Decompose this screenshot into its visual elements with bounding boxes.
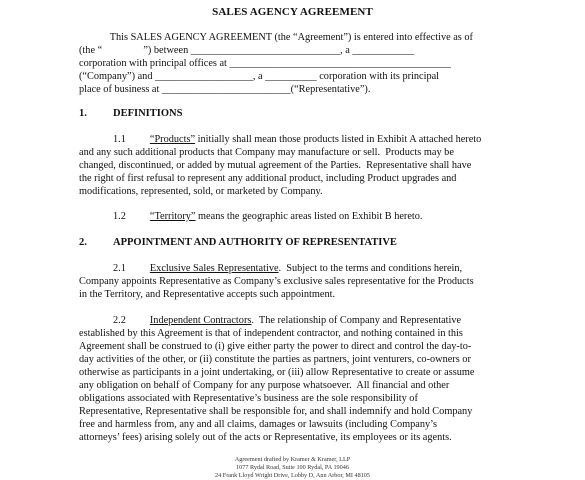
- clause-line: otherwise as participants in a joint undertaking, or (iii) allow Representative to create or assume: [79, 367, 475, 378]
- footer-line: 24 Frank Lloyd Wright Drive, Lobby D, Ann Arbor, MI 48105: [215, 472, 370, 479]
- section-heading-appointment: [79, 237, 397, 248]
- clause-line: Agreement shall be construed to (i) give either party the power to direct and control the day-to-: [79, 341, 472, 352]
- clause-line: in the Territory, and Representative accepts such appointment.: [79, 289, 336, 300]
- clause-line: free and harmless from, any and all claims, damages or lawsuits (including Company’s: [79, 419, 438, 430]
- clause-line: changed, discontinued, or added by mutual agreement of the Parties. Representative shall have: [79, 160, 472, 171]
- clause-line: the right of first refusal to represent any additional product, including Product upgrades and: [79, 173, 457, 184]
- clause-number: 1.2: [113, 211, 126, 222]
- intro-line: (the “ ”) between _____________________________, a ____________: [79, 45, 415, 56]
- defined-term: “Territory”: [149, 211, 196, 222]
- clause-heading: Exclusive Sales Representative: [149, 263, 279, 274]
- clause-line: any obligation on behalf of Company for any purpose whatsoever. All financial and other: [79, 380, 450, 391]
- clause-line: established by this Agreement is that of independent contractor, and nothing contained in this: [79, 328, 463, 339]
- intro-line: (“Company”) and ___________________, a __________ corporation with its principal: [79, 71, 440, 82]
- clause-number: 1.1: [113, 134, 126, 145]
- clause-1-1-first-line: [79, 134, 510, 146]
- section-title: APPOINTMENT AND AUTHORITY OF REPRESENTATIVE: [113, 237, 397, 248]
- intro-line: This SALES AGENCY AGREEMENT (the “Agreement”) is entered into effective as of: [79, 32, 473, 43]
- clause-text: means the geographic areas listed on Exhibit B hereto.: [195, 211, 423, 222]
- clause-line: Company appoints Representative as Company’s exclusive sales representative for the Products: [79, 276, 474, 287]
- clause-2-2-first-line: [79, 315, 510, 327]
- section-number: 1.: [79, 108, 87, 119]
- intro-line: place of business at _________________________(“Representative”).: [79, 84, 371, 95]
- section-heading-definitions: [79, 108, 182, 119]
- document-title: SALES AGENCY AGREEMENT: [212, 6, 373, 18]
- clause-text: initially shall mean those products listed in Exhibit A attached hereto: [195, 134, 482, 145]
- clause-line: attorneys’ fees) arising solely out of the acts or Representative, its employees or its agents.: [79, 432, 452, 443]
- clause-number: 2.2: [113, 315, 126, 326]
- clause-2-1-first-line: [79, 263, 510, 275]
- clause-heading: Independent Contractors: [149, 315, 252, 326]
- clause-line: day activities of the other, or (ii) constitute the parties as partners, joint venturers, co-owners or: [79, 354, 471, 365]
- footer-line: Agreement drafted by Kramer & Kramer, LLP: [234, 456, 351, 463]
- clause-line: modifications, represented, sold, or marketed by Company.: [79, 186, 323, 197]
- clause-number: 2.1: [113, 263, 126, 274]
- footer-line: 1077 Rydal Road, Suite 100 Rydal, PA 19046: [236, 464, 349, 471]
- section-number: 2.: [79, 237, 87, 248]
- clause-line: obligations associated with Representative’s business are the sole responsibility of: [79, 393, 418, 404]
- clause-text: . The relationship of Company and Representative: [251, 315, 462, 326]
- clause-1-2-line: [79, 211, 510, 223]
- defined-term: “Products”: [149, 134, 196, 145]
- intro-line: corporation with principal offices at ___________________________________________: [79, 58, 451, 69]
- clause-line: and any such additional products that Company may manufacture or sell. Products may be: [79, 147, 454, 158]
- clause-text: . Subject to the terms and conditions herein,: [278, 263, 463, 274]
- section-title: DEFINITIONS: [113, 108, 183, 119]
- clause-line: Representative, Representative shall be responsible for, and shall indemnify and hold Company: [79, 406, 473, 417]
